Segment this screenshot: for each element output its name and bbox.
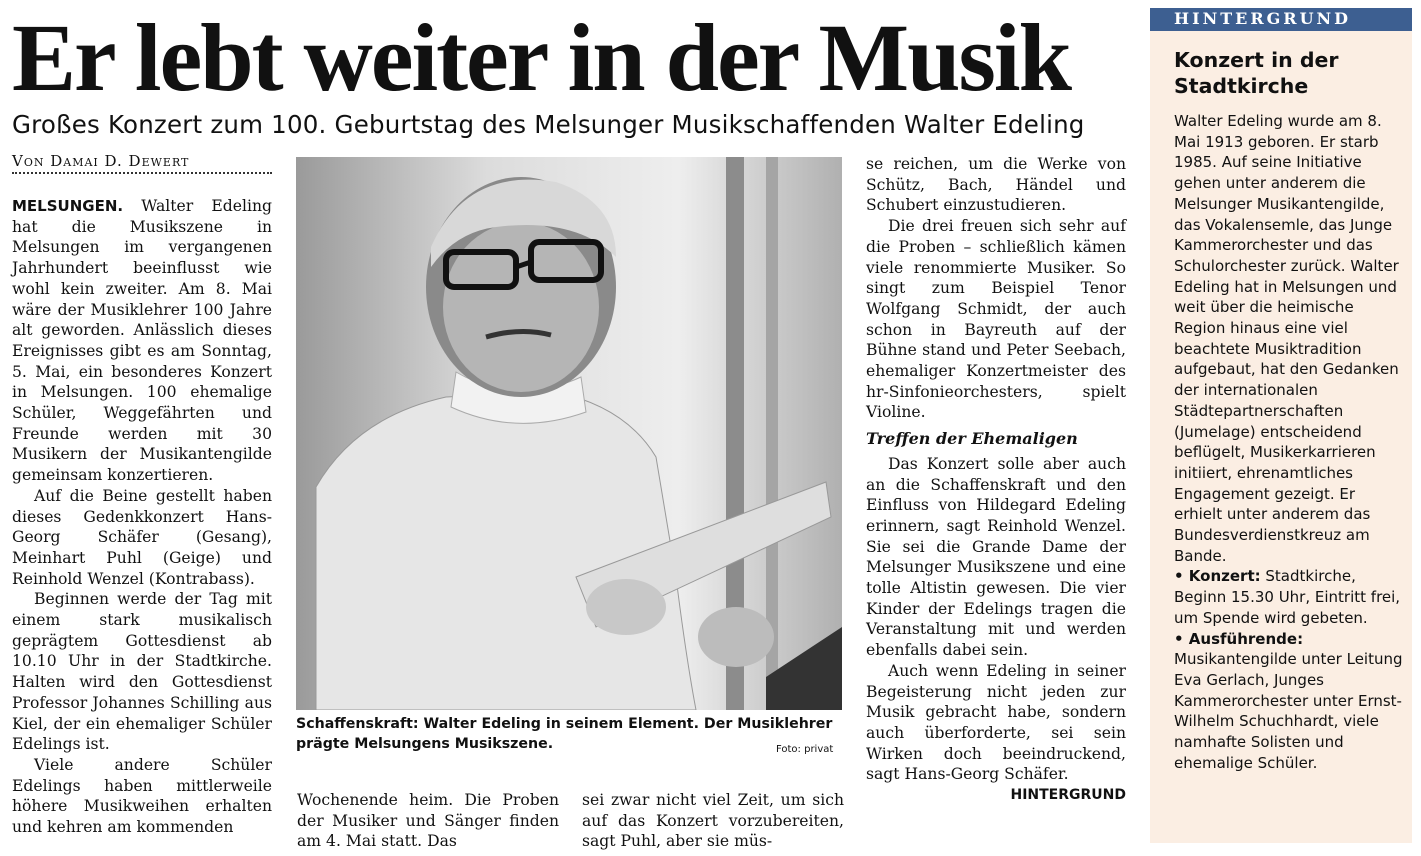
subheadline: Großes Konzert zum 100. Geburtstag des Melsunger Musikschaffenden Walter Edeling — [12, 110, 1085, 139]
photo-caption: Schaffenskraft: Walter Edeling in seinem Element. Der Musiklehrer prägte Melsungens Musikszene. — [296, 716, 833, 752]
article-paragraph: Wochenende heim. Die Proben der Musiker und Sänger finden am 4. Mai statt. Das — [297, 791, 559, 851]
headline: Er lebt weiter in der Musik — [12, 4, 1070, 111]
sidebar-bullet — [1174, 629, 1406, 774]
photo-credit: Foto: privat — [776, 744, 834, 755]
dateline: MELSUNGEN. — [12, 197, 124, 215]
article-photo — [296, 157, 842, 710]
bullet-text: Musikantengilde unter Leitung Eva Gerlach, Junges Kammerorchester unter Ernst-Wilhelm Schuchhardt, viele namhafte Solisten und ehemalige Schüler. — [1174, 650, 1403, 772]
article-column-4 — [866, 154, 1126, 806]
sidebar-bullet — [1174, 566, 1406, 628]
article-paragraph: Beginnen werde der Tag mit einem stark musikalisch geprägtem Gottesdienst ab 10.10 Uhr in der Stadtkirche. Halten wird den Gottesdienst Professor Johannes Schilling aus Kiel, der ein ehemaliger Schüler Edelings ist. — [12, 590, 272, 754]
article-paragraph — [866, 661, 1126, 804]
article-paragraph: Auf die Beine gestellt haben dieses Gedenkkonzert Hans-Georg Schäfer (Gesang), Meinhart Puhl (Geige) und Reinhold Wenzel (Kontrabass). — [12, 486, 272, 588]
article-paragraph — [12, 196, 272, 486]
byline: Von Damai D. Dewert — [12, 152, 272, 174]
sidebar-body — [1174, 111, 1406, 774]
paragraph-text: Walter Edeling hat die Musikszene in Melsungen im vergangenen Jahrhundert beeinflusst wie wohl kein zweiter. Am 8. Mai wäre der Musiklehrer 100 Jahre alt geworden. Anlässlich dieses Ereignisses gibt es am Sonntag, 5. Mai, ein besonderes Konzert in Melsungen. 100 ehemalige Schüler, Weggefährten und Freunde werden mit 30 Musikern der Musikantengilde gemeinsam konzertieren. — [12, 197, 272, 485]
article-column-1 — [12, 196, 272, 838]
article-paragraph: sei zwar nicht viel Zeit, um sich auf das Konzert vorzubereiten, sagt Puhl, aber sie müs- — [582, 791, 844, 851]
article-column-3 — [582, 790, 844, 852]
sidebar-paragraph: Walter Edeling wurde am 8. Mai 1913 geboren. Er starb 1985. Auf seine Initiative gehen unter anderem die Melsunger Musikantengilde, das Vokalensemle, das Junge Kammerorchester und das Schulorchester zurück. Walter Edeling hat in Melsungen und weit über die heimische Region hinaus eine viel beachtete Musiktradition aufgebaut, hat den Gedanken der internationalen Städtepartnerschaften (Jumelage) entscheidend beflügelt, Musikerkarrieren initiiert, ehrenamtliches Engagement gezeigt. Er erhielt unter anderem das Bundesverdienstkreuz am Bande. — [1174, 112, 1399, 565]
bullet-label: • Konzert: — [1174, 567, 1261, 586]
bullet-label: • Ausführende: — [1174, 629, 1304, 648]
article-paragraph: Viele andere Schüler Edelings haben mittlerweile höhere Musikweihen erhalten und kehren am kommenden — [12, 755, 272, 837]
article-paragraph: Die drei freuen sich sehr auf die Proben – schließlich kämen viele renommierte Musiker. So singt zum Beispiel Tenor Wolfgang Schmidt, der auch schon in Bayreuth auf der Bühne stand und Peter Seebach, ehemaliger Konzertmeister des hr-Sinfonieorchesters, spielt Violine. — [866, 217, 1126, 422]
article-subheading: Treffen der Ehemaligen — [866, 429, 1078, 449]
sidebar-box — [1150, 8, 1412, 843]
sidebar-reference: HINTERGRUND — [1010, 787, 1126, 804]
bullet-text: Stadtkirche, Beginn 15.30 Uhr, Eintritt frei, um Spende wird gebeten. — [1174, 567, 1401, 627]
sidebar-tag: HINTERGRUND — [1150, 8, 1412, 31]
photo-image — [296, 157, 842, 710]
article-column-2 — [297, 790, 559, 852]
article-paragraph: se reichen, um die Werke von Schütz, Bach, Händel und Schubert einzustudieren. — [866, 155, 1126, 215]
article-paragraph: Das Konzert solle aber auch an die Schaffenskraft und den Einfluss von Hildegard Edeling erinnern, sagt Reinhold Wenzel. Sie sei die Grande Dame der Melsunger Musikszene und eine tolle Altistin gewesen. Die vier Kinder der Edelings tragen die Veranstaltung mit und werden ebenfalls dabei sein. — [866, 454, 1126, 660]
sidebar-title: Konzert in der Stadtkirche — [1174, 48, 1339, 98]
paragraph-text: Auch wenn Edeling in seiner Begeisterung nicht jeden zur Musik gebracht habe, sondern auch überforderte, sei sein Wirken doch beeindruckend, sagt Hans-Georg Schäfer. — [866, 661, 1126, 784]
